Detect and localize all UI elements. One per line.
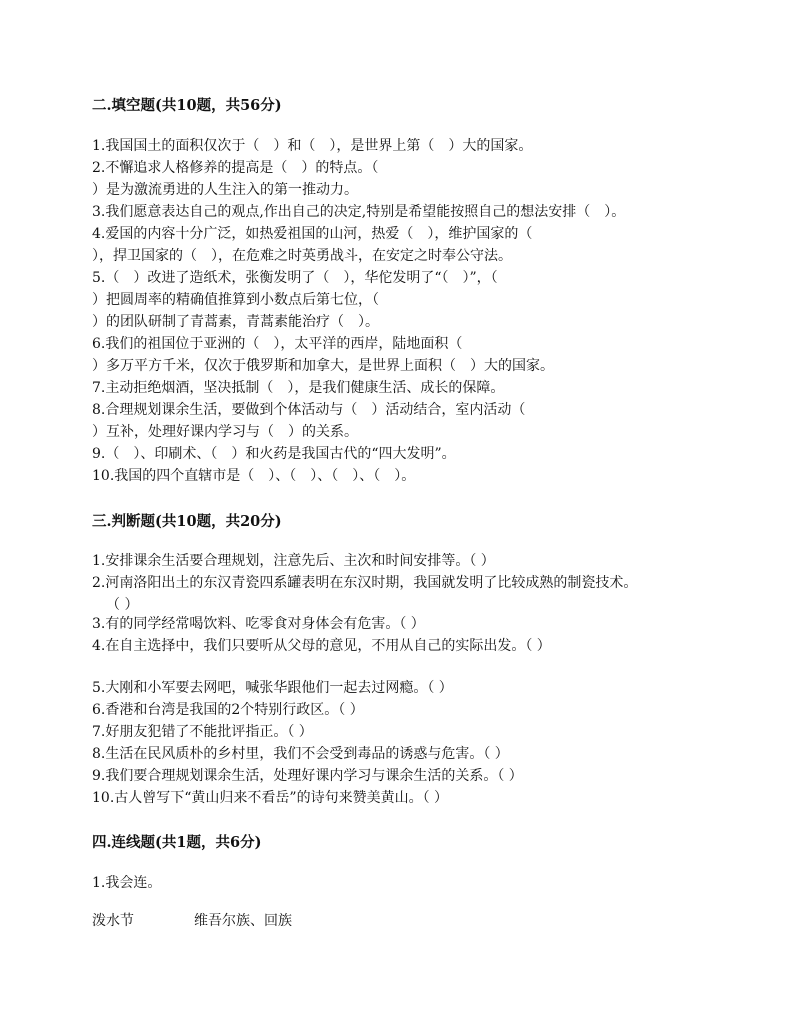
judge-line-6: 6.香港和台湾是我国的2个特别行政区。（ ）: [92, 702, 364, 718]
judge-line-2: 2.河南洛阳出土的东汉青瓷四系罐表明在东汉时期，我国就发明了比较成熟的制瓷技术。: [92, 575, 638, 591]
judge-line-5: 5.大刚和小军要去网吧，喊张华跟他们一起去过网瘾。（ ）: [92, 680, 453, 696]
judge-line-3: 3.有的同学经常喝饮料、吃零食对身体会有危害。（ ）: [92, 616, 425, 632]
fill-line-14: ）互补，处理好课内学习与（ ）的关系。: [92, 424, 358, 440]
judge-line-9: 9.我们要合理规划课余生活，处理好课内学习与课余生活的关系。（ ）: [92, 768, 523, 784]
fill-line-8: ）把圆周率的精确值推算到小数点后第七位，（: [92, 292, 379, 308]
match-left-item: 泼水节: [92, 913, 134, 929]
fill-line-9: ）的团队研制了青蒿素，青蒿素能治疗（ ）。: [92, 314, 379, 330]
fill-line-15: 9.（ ）、印刷术、（ ）和火药是我国古代的“四大发明”。: [92, 446, 456, 462]
judge-line-1: 1.安排课余生活要合理规划，注意先后、主次和时间安排等。（ ）: [92, 553, 495, 569]
fill-line-3: ）是为激流勇进的人生注入的第一推动力。: [92, 182, 358, 198]
match-question: 1.我会连。: [92, 875, 162, 891]
match-right-item: 维吾尔族、回族: [194, 913, 292, 929]
fill-line-6: ），捍卫国家的（ ），在危难之时英勇战斗，在安定之时奉公守法。: [92, 248, 512, 264]
judge-line-4: 4.在自主选择中，我们只要听从父母的意见，不用从自己的实际出发。（ ）: [92, 638, 551, 654]
fill-line-4: 3.我们愿意表达自己的观点,作出自己的决定,特别是希望能按照自己的想法安排（ ）。: [92, 204, 626, 220]
judge-line-7: 7.好朋友犯错了不能批评指正。（ ）: [92, 724, 313, 740]
fill-line-11: ）多万平方千米，仅次于俄罗斯和加拿大，是世界上面积（ ）大的国家。: [92, 358, 554, 374]
section-2-title: 二.填空题(共10题，共56分): [92, 97, 282, 114]
section-3-title: 三.判断题(共10题，共20分): [92, 513, 282, 530]
judge-line-2-bracket: （ ）: [106, 597, 139, 613]
fill-line-1: 1.我国国土的面积仅次于（ ）和（ ），是世界上第（ ）大的国家。: [92, 138, 533, 154]
fill-line-16: 10.我国的四个直辖市是（ ）、（ ）、（ ）、（ ）。: [92, 468, 416, 484]
fill-line-5: 4.爱国的内容十分广泛，如热爱祖国的山河，热爱（ ），维护国家的（: [92, 226, 533, 242]
fill-line-13: 8.合理规划课余生活，要做到个体活动与（ ）活动结合，室内活动（: [92, 402, 526, 418]
fill-line-7: 5.（ ）改进了造纸术，张衡发明了（ ），华佗发明了“（ ）”，（: [92, 270, 498, 286]
judge-line-10: 10.古人曾写下“黄山归来不看岳”的诗句来赞美黄山。（ ）: [92, 790, 449, 806]
fill-line-12: 7.主动拒绝烟酒，坚决抵制（ ），是我们健康生活、成长的保障。: [92, 380, 505, 396]
fill-line-2: 2.不懈追求人格修养的提高是（ ）的特点。（: [92, 160, 379, 176]
fill-line-10: 6.我们的祖国位于亚洲的（ ），太平洋的西岸，陆地面积（: [92, 336, 463, 352]
section-4-title: 四.连线题(共1题，共6分): [92, 834, 262, 851]
judge-line-8: 8.生活在民风质朴的乡村里，我们不会受到毒品的诱惑与危害。（ ）: [92, 746, 509, 762]
